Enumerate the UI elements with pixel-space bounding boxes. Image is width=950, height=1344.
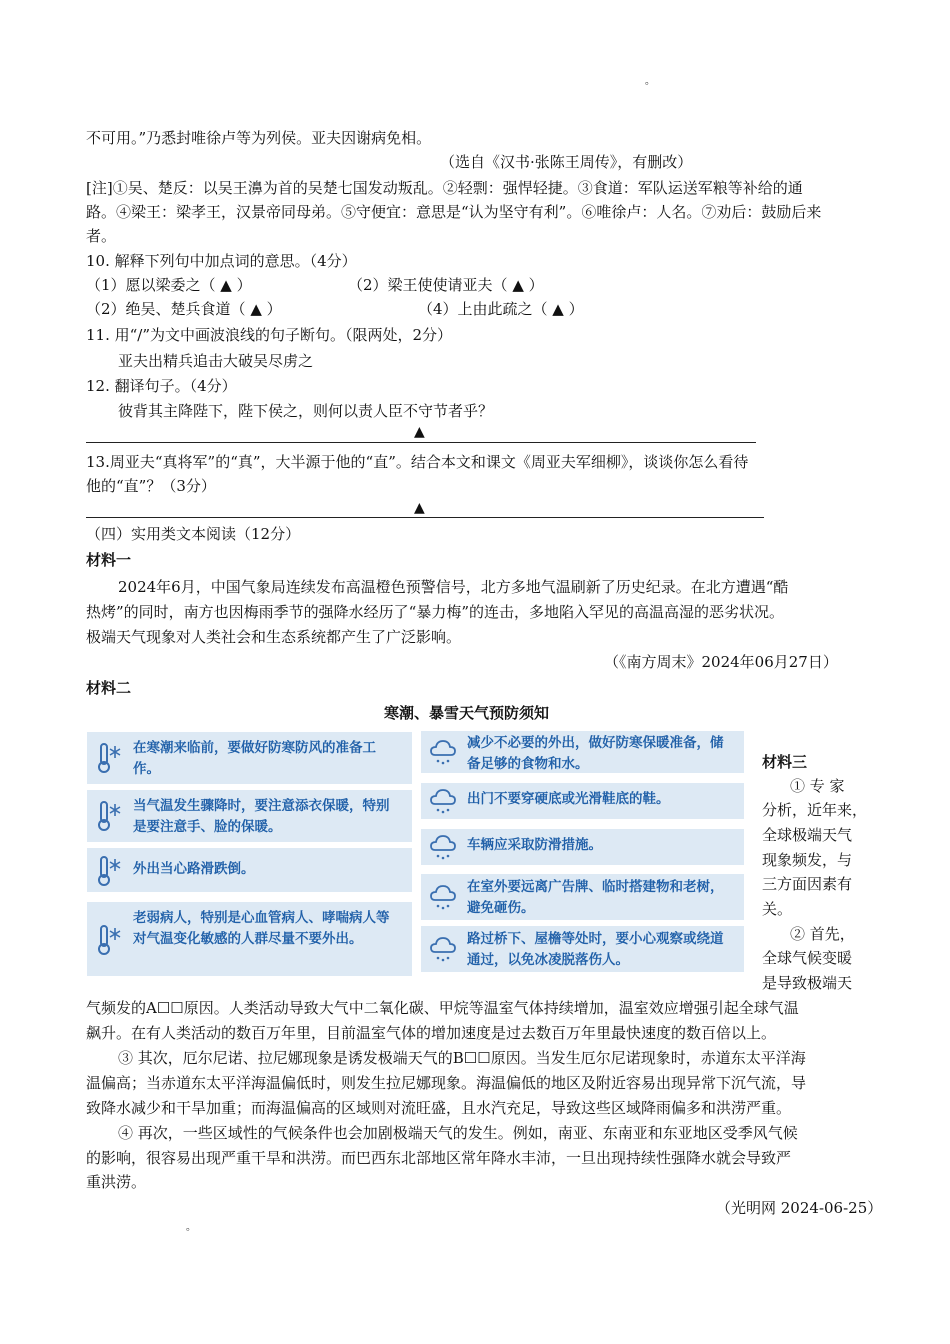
material-3-line: ④ 再次，一些区域性的气候条件也会加剧极端天气的发生。例如，南亚、东南亚和东亚地区受季风气候 [118, 1124, 798, 1142]
question-11-sentence: 亚夫出精兵追击大破吴尽虏之 [118, 352, 314, 370]
answer-line [86, 517, 764, 518]
question-10-item: （1）愿以梁委之（ ▲ ） [86, 276, 252, 294]
snow-cloud-icon [429, 880, 457, 914]
paragraph-continuation: 不可用。”乃悉封唯徐卢等为列侯。亚夫因谢病免相。 [86, 129, 432, 147]
material-2-label: 材料二 [86, 679, 132, 697]
source-citation: （选自《汉书·张陈王周传》，有删改） [440, 153, 693, 171]
material-3-line: 致降水减少和干旱加重；而海温偏高的区域则对流旺盛，且水汽充足，导致这些区域降雨偏多和洪涝严重。 [86, 1099, 792, 1117]
material-3-side-line: 全球气候变暖 [762, 949, 853, 967]
tip-card [421, 731, 744, 773]
material-1-line: 极端天气现象对人类社会和生态系统都产生了广泛影响。 [86, 628, 462, 646]
thermometer-snow-icon [95, 922, 123, 956]
tip-text: 车辆应采取防滑措施。 [467, 837, 602, 853]
tip-card [87, 790, 412, 842]
material-3-side-line: 全球极端天气 [762, 826, 853, 844]
page-mark: 。 [645, 76, 655, 87]
answer-marker: ▲ [414, 500, 425, 516]
snow-cloud-icon [429, 735, 457, 769]
material-1-source: （《南方周末》2024年06月27日） [604, 653, 838, 671]
tip-card [421, 926, 744, 972]
question-12-sentence: 彼背其主降陛下，陛下侯之，则何以责人臣不守节者乎？ [118, 402, 494, 420]
material-3-line: 气频发的A☐☐原因。人类活动导致大气中二氧化碳、甲烷等温室气体持续增加，温室效应增强引起全球气温 [86, 999, 799, 1017]
tip-card [87, 902, 412, 976]
tip-card [421, 783, 744, 819]
note-line: 路。④梁王：梁孝王，汉景帝同母弟。⑤守便宜：意思是“认为坚守有利”。⑥唯徐卢：人名。⑦劝后：鼓励后来 [86, 203, 822, 221]
tip-card [87, 848, 412, 892]
material-3-label: 材料三 [762, 753, 808, 771]
tip-text: 路过桥下、屋檐等处时，要小心观察或绕道通过，以免冰凌脱落伤人。 [467, 931, 724, 968]
section-4-heading: （四）实用类文本阅读（12分） [86, 525, 301, 543]
tip-card [421, 874, 744, 920]
tip-text: 在室外要远离广告牌、临时搭建物和老树，避免砸伤。 [467, 879, 724, 916]
note-line: 者。 [86, 227, 117, 245]
material-3-line: 重洪涝。 [86, 1173, 147, 1191]
material-3-line: ③ 其次，厄尔尼诺、拉尼娜现象是诱发极端天气的B☐☐原因。当发生厄尔尼诺现象时，赤道东太平洋海 [118, 1049, 806, 1067]
tip-text: 在寒潮来临前，要做好防寒防风的准备工作。 [133, 740, 376, 777]
note-line: [注]①吴、楚反：以吴王濞为首的吴楚七国发动叛乱。②轻剽：强悍轻捷。③食道：军队运送军粮等补给的通 [86, 179, 803, 197]
question-13-line: 他的“直”？（3分） [86, 477, 216, 495]
thermometer-snow-icon [95, 798, 123, 832]
tip-text: 老弱病人，特别是心血管病人、哮喘病人等对气温变化敏感的人群尽量不要外出。 [133, 910, 390, 947]
question-12-title: 12. 翻译句子。（4分） [86, 377, 237, 395]
tip-card [421, 829, 744, 865]
material-2-title: 寒潮、暴雪天气预防须知 [384, 704, 550, 722]
snow-cloud-icon [429, 784, 457, 818]
tip-text: 当气温发生骤降时，要注意添衣保暖，特别是要注意手、脸的保暖。 [133, 798, 390, 835]
snow-cloud-icon [429, 932, 457, 966]
question-10-item: （2）绝吴、楚兵食道（ ▲ ） [86, 300, 282, 318]
material-3-side-line: 是导致极端天 [762, 974, 853, 992]
tip-card [87, 732, 412, 784]
question-10-item: （2）梁王使使请亚夫（ ▲ ） [348, 276, 544, 294]
material-3-side-line: 关。 [762, 900, 793, 918]
material-3-line: 温偏高；当赤道东太平洋海温偏低时，则发生拉尼娜现象。海温偏低的地区及附近容易出现异常下沉气流，导 [86, 1074, 807, 1092]
tip-text: 减少不必要的外出，做好防寒保暖准备，储备足够的食物和水。 [467, 735, 724, 772]
tip-text: 外出当心路滑跌倒。 [133, 861, 255, 877]
answer-marker: ▲ [414, 424, 425, 440]
thermometer-snow-icon [95, 853, 123, 887]
question-13-line: 13.周亚夫“真将军”的“真”，大半源于他的“直”。结合本文和课文《周亚夫军细柳》，谈谈你怎么看待 [86, 453, 749, 471]
material-3-side-line: 分析，近年来， [762, 801, 868, 819]
material-1-label: 材料一 [86, 551, 132, 569]
thermometer-snow-icon [95, 740, 123, 774]
snow-cloud-icon [429, 830, 457, 864]
material-3-side-line: 三方面因素有 [762, 875, 853, 893]
material-3-side-line: ① 专 家 [790, 777, 845, 795]
material-1-line: 2024年6月，中国气象局连续发布高温橙色预警信号，北方多地气温刷新了历史纪录。在北方遭遇“酷 [118, 578, 789, 596]
question-11-title: 11. 用“/”为文中画波浪线的句子断句。（限两处，2分） [86, 326, 453, 344]
material-3-line: 的影响，很容易出现严重干旱和洪涝。而巴西东北部地区常年降水丰沛，一旦出现持续性强降水就会导致严 [86, 1149, 792, 1167]
question-10-item: （4）上由此疏之（ ▲ ） [418, 300, 584, 318]
question-10-title: 10. 解释下列句中加点词的意思。（4分） [86, 252, 357, 270]
answer-line [86, 442, 756, 443]
page-mark: 。 [186, 1222, 196, 1233]
material-3-source: （光明网 2024-06-25） [716, 1199, 883, 1217]
material-3-side-line: 现象频发，与 [762, 851, 853, 869]
tip-text: 出门不要穿硬底或光滑鞋底的鞋。 [467, 791, 670, 807]
material-3-line: 飙升。在有人类活动的数百万年里，目前温室气体的增加速度是过去数百万年里最快速度的数百倍以上。 [86, 1024, 777, 1042]
material-3-side-line: ② 首先， [790, 925, 855, 943]
material-1-line: 热烤”的同时，南方也因梅雨季节的强降水经历了“暴力梅”的连击，多地陷入罕见的高温高湿的恶劣状况。 [86, 603, 785, 621]
